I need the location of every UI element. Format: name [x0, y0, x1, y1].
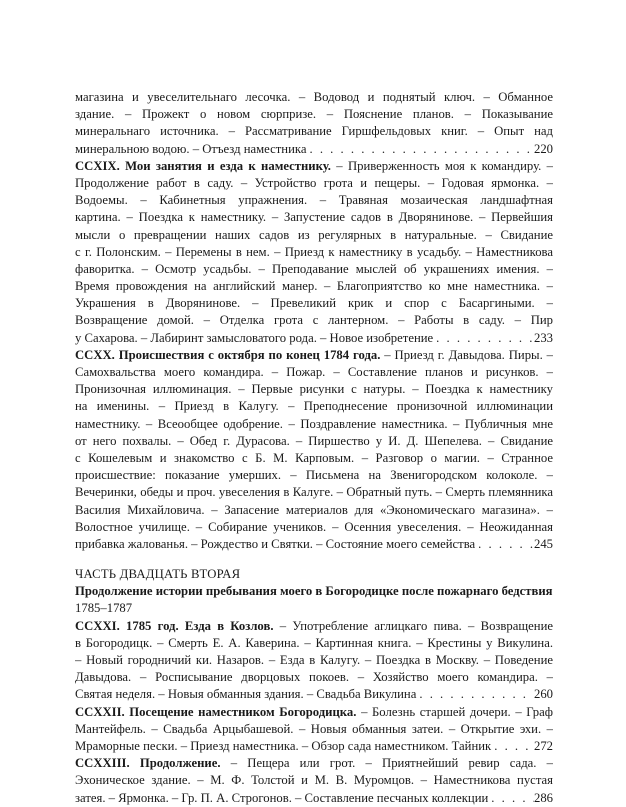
toc-entry-first-line [75, 704, 553, 721]
toc-line-text: Святая неделя. – Новыя обманныя здания. – Свадьба Викулина [75, 687, 417, 702]
toc-line: Давыдова. – Росписывание дворцовых покоев. – Хозяйство моего командира. – [75, 670, 553, 685]
page-number: 286 [533, 790, 553, 805]
toc-line: Украшения в Дворянинове. – Превеликий крик и спор с Басаргиными. – [75, 296, 553, 311]
toc-entry-first-line [75, 158, 553, 175]
leader-dots [488, 790, 534, 807]
toc-line: магазина и увеселительнаго лесочка. – Водовод и поднятый ключ. – Обманное [75, 90, 553, 104]
toc-entry-end [75, 686, 553, 703]
toc-line: Самохвальства моего командира. – Пожар. – Составление планов и рисунков. – [75, 365, 553, 379]
toc-entry-first-line [75, 347, 553, 364]
toc-line-text: – Пещера или грот. – Приятнейший ревир сада. – [220, 756, 553, 771]
toc-line: от него похвалы. – Обед г. Дурасова. – Пиршество у И. Д. Шепелева. – Свидание [75, 433, 553, 448]
toc-line: Мантейфель. – Свадьба Арцыбашевой. – Новыя обманныя затеи. – Открытие эхи. – [75, 721, 553, 736]
toc-line-text: минеральною водою. – Отъезд наместника [75, 141, 307, 156]
leader-dots [491, 738, 534, 755]
page-number: 245 [533, 536, 553, 551]
toc-line: фаворитка. – Осмотр усадьбы. – Преподавание мыслей об украшениях имения. – [75, 261, 553, 276]
toc-entry-end [75, 141, 553, 158]
toc-line: на именины. – Приезд в Калугу. – Преподнесение пронизочной иллюминации [75, 399, 553, 414]
toc-line: с г. Полонским. – Перемены в нем. – Приезд к наместнику в усадьбу. – Наместникова [75, 244, 553, 259]
toc-line-text: Мраморные пески. – Приезд наместника. – Обзор сада наместником. Тайник [75, 738, 492, 753]
page-number: 233 [533, 330, 553, 345]
part-heading: ЧАСТЬ ДВАДЦАТЬ ВТОРАЯ [75, 567, 241, 582]
toc-line: Время провождения на английский манер. – Благоприятство ко мне наместника. – [75, 279, 553, 294]
toc-line: – Новый городничий ки. Назаров. – Езда в Калугу. – Поездка в Москву. – Поведение [75, 653, 553, 667]
toc-line-text: – Приезд г. Давыдова. Пиры. – [380, 347, 553, 362]
toc-line: минеральнаго источника. – Рассматривание Гиршфельдовых книг. – Опыт над [75, 124, 553, 139]
toc-line: Водоемы. – Кабинетныя упражнения. – Травяная мозаическая ландшафтная [75, 193, 553, 208]
toc-line-text: у Сахарова. – Лабиринт замысловатого рода. – Новое изобретение [75, 330, 434, 345]
toc-line: наместнику. – Всеообщее одобрение. – Поздравление наместника. – Публичныя мне [75, 416, 553, 431]
toc-line-text: – Болезнь старшей дочери. – Граф [356, 704, 553, 719]
toc-line: в Богородицк. – Смерть Е. А. Каверина. – Картинная книга. – Крестины у Викулина. [75, 635, 553, 650]
chapter-title: CCXXIII. Продолжение. [75, 756, 221, 771]
part-years: 1785–1787 [75, 601, 133, 616]
toc-entry-first-line [75, 618, 553, 635]
toc-line: происшествие: показание умерших. – Письмена на Звенигородском колоколе. – [75, 468, 553, 483]
toc-line: картина. – Поездка к наместнику. – Запустение садов в Дворянинове. – Первейшия [75, 210, 553, 225]
toc-entry-end [75, 738, 553, 755]
toc-line-text: затея. – Ярмонка. – Гр. П. А. Строгонов. – Составление песчаных коллекции [75, 790, 489, 805]
page-number: 272 [533, 738, 553, 753]
page-number: 220 [533, 141, 553, 156]
toc-line: здание. – Прожект о новом сюрпризе. – Пояснение планов. – Показывание [75, 107, 553, 122]
part-subtitle: Продолжение истории пребывания моего в Богородицке после пожарнаго бедствия [75, 584, 553, 599]
page-number: 260 [533, 687, 553, 702]
chapter-title: CCXXI. 1785 год. Езда в Козлов. [75, 618, 274, 633]
leader-dots [306, 141, 534, 158]
toc-line: Пронизочная иллюминация. – Первые рисунки с натуры. – Поездка к наместнику [75, 382, 553, 397]
leader-dots [475, 536, 534, 553]
toc-line: Вечеринки, обеды и проч. увеселения в Калуге. – Обратный путь. – Смерть племянника [75, 485, 553, 500]
toc-line: Волостное училище. – Собирание учеников. – Осенния увеселения. – Неожиданная [75, 519, 553, 534]
chapter-title: CCXX. Происшествия с октября по конец 1784 года. [75, 347, 381, 362]
toc-line: Продолжение работ в саду. – Устройство грота и пещеры. – Годовая ярмонка. – [75, 175, 553, 190]
toc-entry-end [75, 536, 553, 553]
toc-line: Возвращение домой. – Отделка грота с лантерном. – Работы в саду. – Пир [75, 313, 553, 328]
table-of-contents [75, 89, 553, 807]
toc-line-text: прибавка жалованья. – Рождество и Святки. – Состояние моего семейства [75, 536, 476, 551]
toc-line: Василия Михайловича. – Запасение материалов для «Экономическаго магазина». – [75, 502, 553, 517]
leader-dots [416, 686, 534, 703]
toc-line: мысли о превращении наших садов из регулярных в натуральные. – Свидание [75, 227, 553, 242]
chapter-title: CCXXII. Посещение наместником Богородицка. [75, 704, 357, 719]
toc-line-text: – Приверженность моя к командиру. – [330, 158, 553, 173]
toc-entry-end [75, 330, 553, 347]
toc-entry-end [75, 790, 553, 807]
chapter-title: CCXIX. Мои занятия и езда к наместнику. [75, 158, 331, 173]
toc-line-text: – Употребление аглицкаго пива. – Возвращение [273, 618, 553, 633]
toc-line: Эхоническое здание. – М. Ф. Толстой и М. В. Муромцов. – Наместникова пустая [75, 773, 553, 788]
toc-entry-first-line [75, 755, 553, 772]
leader-dots [433, 330, 534, 347]
toc-line: с Кошелевым и знакомство с Б. М. Карповым. – Разговор о магии. – Странное [75, 450, 553, 465]
